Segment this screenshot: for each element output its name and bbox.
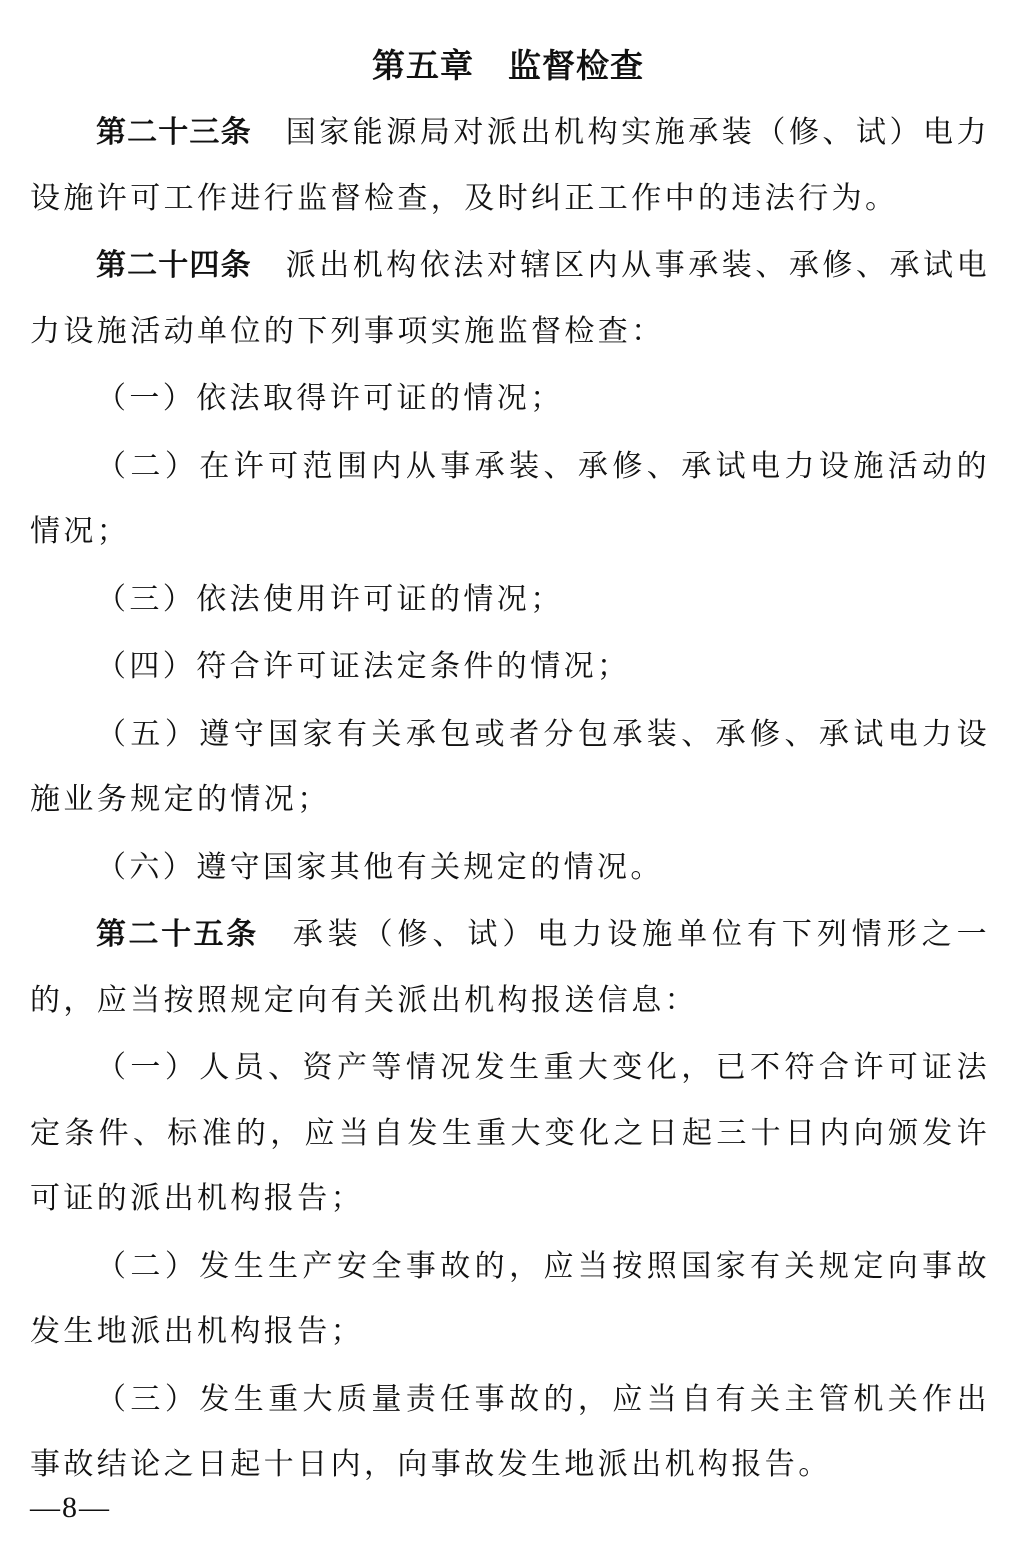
- article-24-item-5: （五）遵守国家有关承包或者分包承装、承修、承试电力设施业务规定的情况；: [30, 716, 990, 817]
- article-25-number: 第二十五条: [96, 917, 259, 952]
- article-24-item-1: （一）依法取得许可证的情况；: [96, 381, 564, 416]
- article-25: [30, 902, 990, 1033]
- chapter-title: 第五章 监督检查: [372, 46, 644, 85]
- article-24-item-4: （四）符合许可证法定条件的情况；: [96, 649, 631, 684]
- article-24-item-6: （六）遵守国家其他有关规定的情况。: [96, 849, 664, 885]
- article-24: [30, 233, 990, 364]
- article-23-number: 第二十三条: [96, 115, 252, 150]
- article-24-text: 派出机构依法对辖区内从事承装、承修、承试电力设施活动单位的下列事项实施监督检查：: [30, 248, 990, 349]
- article-24-item-2: （二）在许可范围内从事承装、承修、承试电力设施活动的情况；: [30, 448, 990, 549]
- document-body: [30, 100, 990, 1500]
- article-23-text: 国家能源局对派出机构实施承装（修、试）电力设施许可工作进行监督检查，及时纠正工作中的违法行为。: [30, 115, 990, 216]
- page-number: —8—: [30, 1491, 111, 1524]
- article-24-number: 第二十四条: [96, 248, 252, 283]
- article-23: [30, 100, 990, 231]
- article-25-item-1: （一）人员、资产等情况发生重大变化，已不符合许可证法定条件、标准的，应当自发生重大变化之日起三十日内向颁发许可证的派出机构报告；: [30, 1050, 990, 1216]
- article-25-text: 承装（修、试）电力设施单位有下列情形之一的，应当按照规定向有关派出机构报送信息：: [30, 917, 991, 1018]
- article-24-item-3: （三）依法使用许可证的情况；: [96, 581, 564, 617]
- article-25-item-3: （三）发生重大质量责任事故的，应当自有关主管机关作出事故结论之日起十日内，向事故发生地派出机构报告。: [30, 1381, 990, 1482]
- article-25-item-2: （二）发生生产安全事故的，应当按照国家有关规定向事故发生地派出机构报告；: [30, 1248, 990, 1349]
